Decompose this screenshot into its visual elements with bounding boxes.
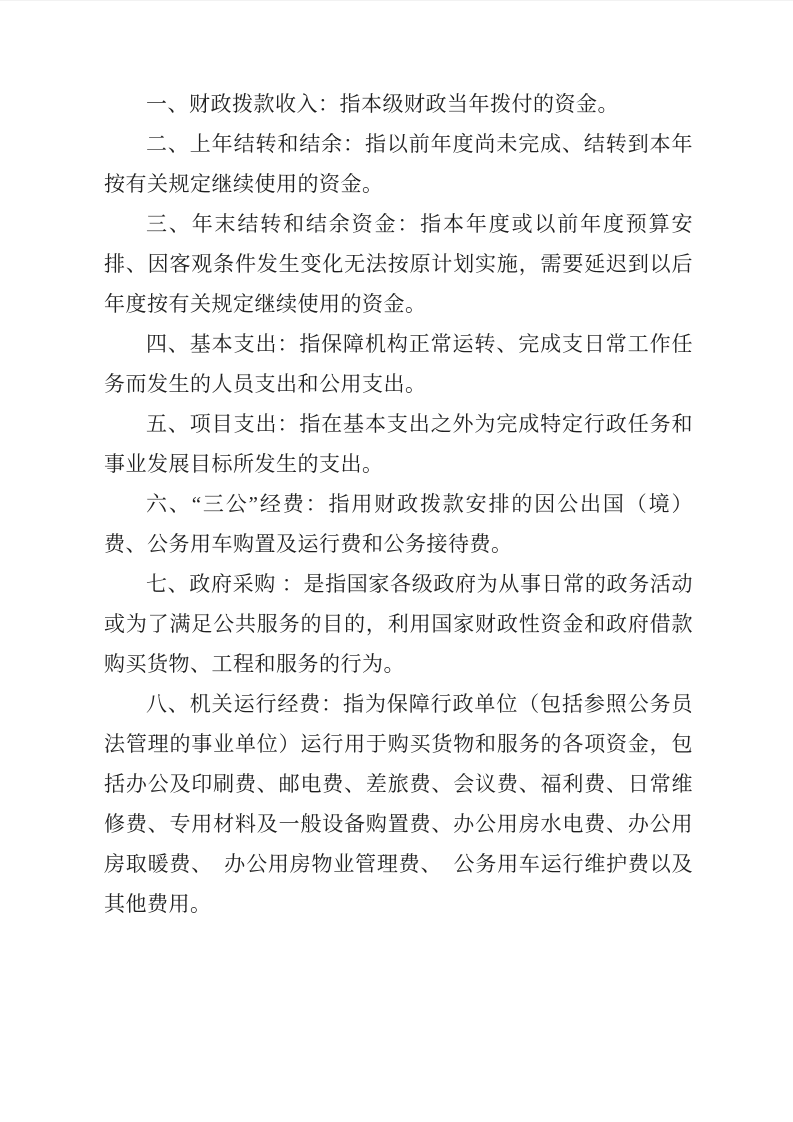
paragraph-2: 二、上年结转和结余：指以前年度尚未完成、结转到本年按有关规定继续使用的资金。 bbox=[104, 132, 693, 196]
paragraph-8: 八、机关运行经费：指为保障行政单位（包括参照公务员法管理的事业单位）运行用于购买货物和服务的各项资金，包括办公及印刷费、邮电费、差旅费、会议费、福利费、日常维修费、专用材料及一般设备购置费、办公用房水电费、办公用房取暖费、 办公用房物业管理费、 公务用车运行维护费以及其他费用。 bbox=[104, 692, 693, 916]
paragraph-5: 五、项目支出：指在基本支出之外为完成特定行政任务和事业发展目标所发生的支出。 bbox=[104, 412, 693, 476]
paragraph-7: 七、政府采购 ：是指国家各级政府为从事日常的政务活动或为了满足公共服务的目的，利用国家财政性资金和政府借款购买货物、工程和服务的行为。 bbox=[104, 572, 693, 676]
paragraph-1: 一、财政拨款收入：指本级财政当年拨付的资金。 bbox=[146, 92, 619, 116]
document-body bbox=[104, 84, 693, 924]
paragraph-4: 四、基本支出：指保障机构正常运转、完成支日常工作任务而发生的人员支出和公用支出。 bbox=[104, 332, 693, 396]
paragraph-6: 六、“三公”经费：指用财政拨款安排的因公出国（境）费、公务用车购置及运行费和公务接待费。 bbox=[104, 492, 693, 556]
paragraph-3: 三、年末结转和结余资金：指本年度或以前年度预算安排、因客观条件发生变化无法按原计划实施，需要延迟到以后年度按有关规定继续使用的资金。 bbox=[104, 212, 693, 316]
